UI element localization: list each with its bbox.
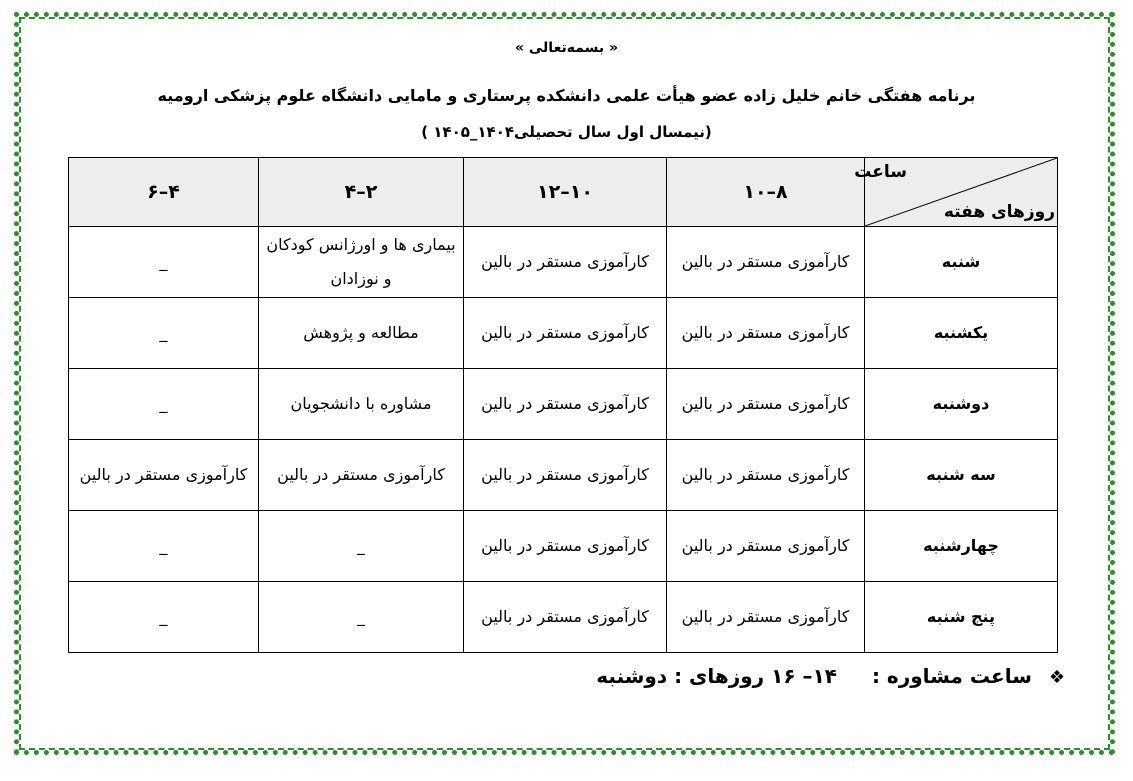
schedule-cell: _: [259, 511, 464, 582]
day-label: دوشنبه: [865, 369, 1058, 440]
table-row: [69, 511, 1058, 582]
day-label: شنبه: [865, 227, 1058, 298]
schedule-cell: کارآموزی مستقر در بالین: [667, 369, 865, 440]
schedule-cell: کارآموزی مستقر در بالین: [667, 440, 865, 511]
consultation-label: ساعت مشاوره :: [871, 664, 1032, 688]
column-header-4: ۴–۶: [69, 158, 259, 227]
schedule-cell: کارآموزی مستقر در بالین: [464, 369, 667, 440]
weekly-schedule-table: [68, 157, 1058, 653]
corner-label-days: روزهای هفته: [943, 202, 1055, 222]
column-header-1: ۸–۱۰: [667, 158, 865, 227]
schedule-cell: مطالعه و پژوهش: [259, 298, 464, 369]
day-label: چهارشنبه: [865, 511, 1058, 582]
table-row: [69, 227, 1058, 298]
consultation-days-value: روزهای : دوشنبه: [596, 664, 765, 688]
bismillah-heading: « بسمه‌تعالی »: [514, 40, 619, 56]
schedule-cell: مشاوره با دانشجویان: [259, 369, 464, 440]
schedule-cell: بیماری ها و اورژانس کودکان و نوزادان: [259, 227, 464, 298]
table-row: [69, 440, 1058, 511]
schedule-cell: کارآموزی مستقر در بالین: [667, 582, 865, 653]
schedule-cell: کارآموزی مستقر در بالین: [464, 511, 667, 582]
table-row: [69, 369, 1058, 440]
schedule-cell: کارآموزی مستقر در بالین: [667, 298, 865, 369]
schedule-cell: _: [69, 227, 259, 298]
consultation-hours-line: [560, 664, 1065, 688]
day-label: یکشنبه: [865, 298, 1058, 369]
schedule-cell: کارآموزی مستقر در بالین: [464, 298, 667, 369]
schedule-cell: کارآموزی مستقر در بالین: [259, 440, 464, 511]
diamond-bullet-icon: ❖: [1048, 667, 1065, 688]
schedule-cell: کارآموزی مستقر در بالین: [667, 511, 865, 582]
schedule-cell: _: [69, 582, 259, 653]
schedule-cell: کارآموزی مستقر در بالین: [464, 227, 667, 298]
column-header-2: ۱۰–۱۲: [464, 158, 667, 227]
day-label: سه شنبه: [865, 440, 1058, 511]
table-header-row: [69, 158, 1058, 227]
schedule-cell: _: [69, 369, 259, 440]
consultation-hours-value: ۱۴– ۱۶: [771, 664, 837, 688]
schedule-cell: کارآموزی مستقر در بالین: [464, 582, 667, 653]
schedule-cell: _: [69, 511, 259, 582]
schedule-cell: کارآموزی مستقر در بالین: [69, 440, 259, 511]
column-header-3: ۲–۴: [259, 158, 464, 227]
table-row: [69, 582, 1058, 653]
schedule-cell: کارآموزی مستقر در بالین: [667, 227, 865, 298]
corner-header-cell: [854, 158, 1058, 227]
corner-label-hour: ساعت: [854, 162, 907, 182]
table-row: [69, 298, 1058, 369]
schedule-cell: کارآموزی مستقر در بالین: [464, 440, 667, 511]
day-label: پنج شنبه: [865, 582, 1058, 653]
schedule-cell: _: [69, 298, 259, 369]
page-title: برنامه هفتگی خانم خلیل زاده عضو هیأت علمی دانشکده پرستاری و مامایی دانشگاه علوم پزشکی ارومیه: [157, 86, 976, 105]
page-subtitle: (نیمسال اول سال تحصیلی۱۴۰۴_۱۴۰۵ ): [421, 123, 712, 141]
schedule-cell: _: [259, 582, 464, 653]
